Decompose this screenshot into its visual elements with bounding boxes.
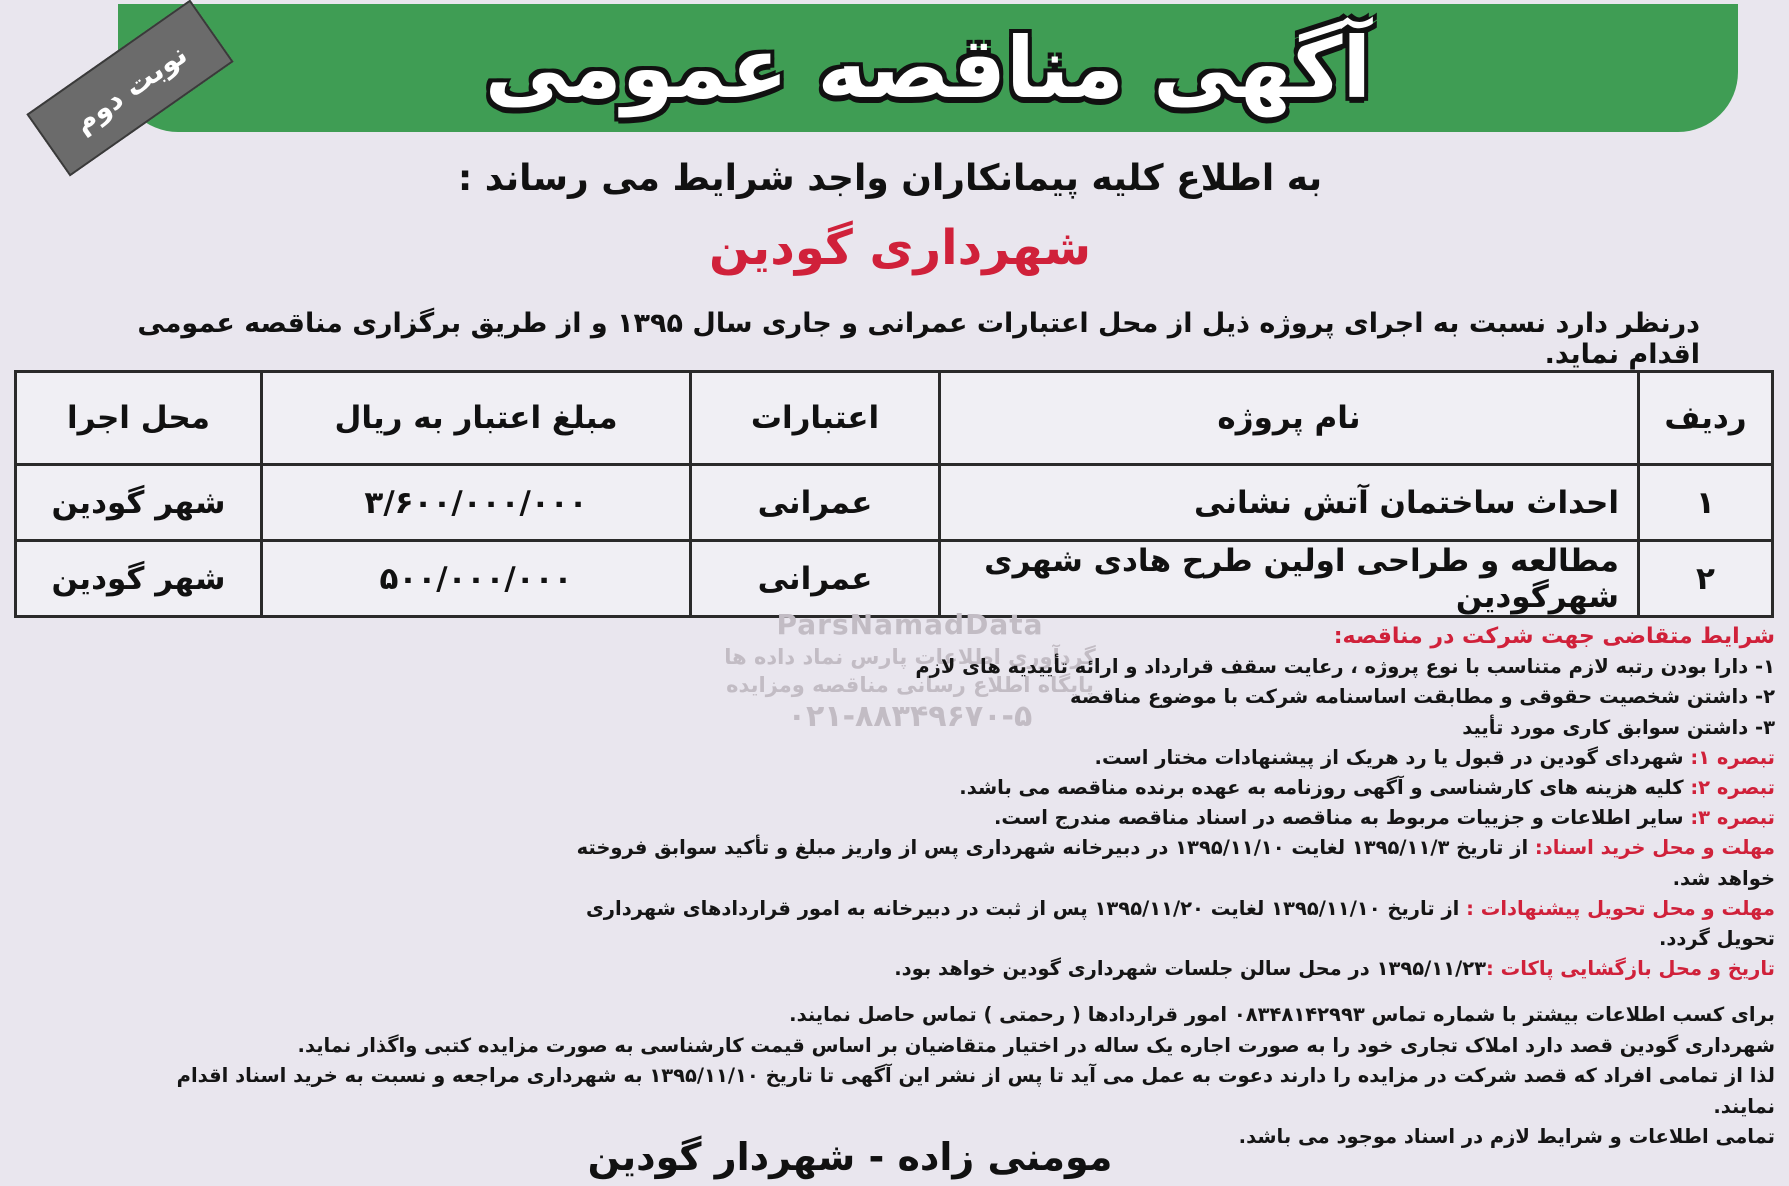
note-item — [570, 773, 1775, 803]
cell-credits: عمرانی — [691, 465, 940, 541]
condition-item: ۱- دارا بودن رتبه لازم متناسب با نوع پروژه ، رعایت سقف قرارداد و ارائه تأییدیه های لازم — [915, 655, 1775, 679]
deadline-text: از تاریخ ۱۳۹۵/۱۱/۳ لغایت ۱۳۹۵/۱۱/۱۰ در دبیرخانه شهرداری پس از واریز مبلغ و تأکید سوابق فروخته خواهد شد. — [576, 836, 1775, 890]
header-amount: مبلغ اعتبار به ریال — [262, 372, 691, 465]
watermark-phone: ۰۲۱-۸۸۳۴۹۶۷۰-۵ — [787, 699, 1033, 734]
deadline-text: ۱۳۹۵/۱۱/۲۳ در محل سالن جلسات شهرداری گودین خواهد بود. — [894, 957, 1487, 981]
condition-item: ۲- داشتن شخصیت حقوقی و مطابقت اساسنامه شرکت با موضوع مناقصه — [1070, 685, 1775, 709]
deadline-text: از تاریخ ۱۳۹۵/۱۱/۱۰ لغایت ۱۳۹۵/۱۱/۲۰ پس از ثبت در دبیرخانه به امور قراردادهای شهرداری تحویل گردد. — [585, 896, 1775, 951]
cell-amount: ۵۰۰/۰۰۰/۰۰۰ — [262, 541, 691, 617]
conditions-section — [570, 622, 1775, 984]
auction-line: لذا از تمامی افراد که قصد شرکت در مزایده را دارند دعوت به عمل می آید تا پس از نشر این آگهی تا تاریخ ۱۳۹۵/۱۱/۱۰ به شهرداری مراجعه و نسبت به خرید اسناد اقدام نمایند. — [176, 1064, 1775, 1118]
cell-row-number: ۱ — [1639, 465, 1773, 541]
cell-location: شهر گودین — [16, 541, 262, 617]
cell-location: شهر گودین — [16, 465, 262, 541]
note-label: تبصره ۲: — [1690, 776, 1775, 800]
header-credits: اعتبارات — [691, 372, 940, 465]
header-location: محل اجرا — [16, 372, 262, 465]
deadline-label: مهلت و محل خرید اسناد: — [1534, 836, 1775, 860]
conditions-heading: شرایط متقاضی جهت شرکت در مناقصه: — [1333, 624, 1775, 649]
deadline-item — [570, 954, 1775, 984]
header-banner — [118, 4, 1738, 132]
watermark-line: پایگاه اطلاع رسانی مناقصه ومزایده — [726, 673, 1094, 697]
note-text: کلیه هزینه های کارشناسی و آگهی روزنامه به عهده برنده مناقصه می باشد. — [959, 776, 1691, 800]
notice-title: آگهی مناقصه عمومی — [484, 19, 1372, 117]
deadline-item — [570, 833, 1775, 893]
cell-amount: ۳/۶۰۰/۰۰۰/۰۰۰ — [262, 465, 691, 541]
deadline-item — [570, 894, 1775, 954]
auction-line: شهرداری گودین قصد دارد املاک تجاری خود را به صورت اجاره یک ساله در اختیار متقاضیان بر اساس قیمت کارشناسی به صورت مزایده کتبی واگذار نماید. — [297, 1033, 1775, 1057]
signature: مومنی زاده - شهردار گودین — [587, 1135, 1113, 1179]
deadline-label: مهلت و محل تحویل پیشنهادات : — [1466, 896, 1775, 920]
header-row-number: ردیف — [1639, 372, 1773, 465]
table-row — [16, 541, 1773, 617]
intro-text: به اطلاع کلیه پیمانکاران واجد شرایط می رساند : — [457, 158, 1323, 199]
cell-project-name: احداث ساختمان آتش نشانی — [940, 465, 1639, 541]
note-text: سایر اطلاعات و جزییات مربوط به مناقصه در اسناد مناقصه مندرج است. — [993, 806, 1691, 830]
watermark-brand: ParsNamadData — [776, 608, 1044, 641]
note-label: تبصره ۱: — [1690, 745, 1775, 769]
cell-project-name: مطالعه و طراحی اولین طرح هادی شهری شهرگودین — [940, 541, 1639, 617]
round-badge: نوبت دوم — [26, 0, 233, 176]
organization-name: شهرداری گودین — [708, 220, 1092, 276]
note-label: تبصره ۳: — [1690, 806, 1775, 830]
projects-table — [14, 370, 1774, 618]
note-item — [570, 743, 1775, 773]
cell-credits: عمرانی — [691, 541, 940, 617]
note-text: شهردای گودین در قبول یا رد هریک از پیشنهادات مختار است. — [1094, 745, 1691, 769]
contact-line: برای کسب اطلاعات بیشتر با شماره تماس ۰۸۳۴۸۱۴۲۹۹۳ امور قراردادها ( رحمتی ) تماس حاصل نمایند. — [789, 1003, 1775, 1026]
note-item — [570, 803, 1775, 833]
description-text: درنظر دارد نسبت به اجرای پروژه ذیل از محل اعتبارات عمرانی و جاری سال ۱۳۹۵ و از طریق برگزاری مناقصه عمومی اقدام نماید. — [137, 308, 1700, 370]
cell-row-number: ۲ — [1639, 541, 1773, 617]
auction-line: تمامی اطلاعات و شرایط لازم در اسناد موجود می باشد. — [1238, 1125, 1775, 1148]
condition-item: ۳- داشتن سوابق کاری مورد تأیید — [1462, 715, 1775, 739]
header-project-name: نام پروژه — [940, 372, 1639, 465]
table-header-row — [16, 372, 1773, 465]
deadline-label: تاریخ و محل بازگشایی پاکات : — [1486, 957, 1775, 981]
additional-info — [120, 1000, 1775, 1153]
watermark-line: گردآوری اطلاعات پارس نماد داده ها — [724, 645, 1096, 669]
table-row — [16, 465, 1773, 541]
